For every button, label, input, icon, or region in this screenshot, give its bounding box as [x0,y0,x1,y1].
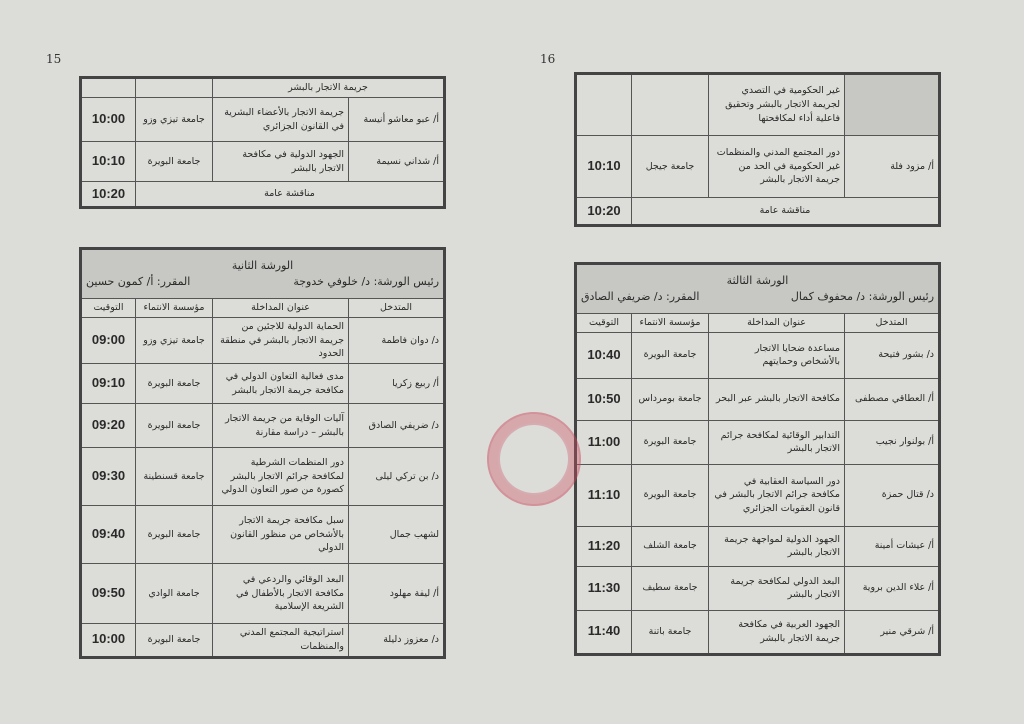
institution-cell: جامعة سطيف [632,566,709,610]
speaker-cell: أ/ ليفة مهلود [349,564,445,624]
speaker-cell: أ/ عبو معاشو أنيسة [349,98,445,142]
time-cell: 10:10 [576,136,632,198]
table-row [81,564,445,624]
time-cell: 10:00 [81,98,136,142]
table-row [576,420,940,464]
speaker-cell: د/ معزوز دليلة [349,624,445,658]
page-number-left: 15 [46,52,62,66]
talk-title-cell: الحماية الدولية للاجئين من جريمة الاتجار بالبشر في منطقة الحدود [213,317,349,363]
header-speaker: المتدخل [845,314,940,333]
speaker-cell: أ/ علاء الدين بروية [845,566,940,610]
workshop-rapporteur: المقرر: أ/ كمون حسين [86,275,191,288]
table-row [81,317,445,363]
workshop-2-table [79,247,443,659]
discussion-row [81,182,445,208]
page-number-right: 16 [540,52,556,66]
header-institution: مؤسسة الانتماء [136,299,213,318]
institution-cell: جامعة البويرة [632,332,709,378]
talk-title-cell: مساعدة ضحايا الاتجار بالأشخاص وحمايتهم [709,332,845,378]
table-row [576,526,940,566]
time-cell: 10:40 [576,332,632,378]
time-cell: 09:10 [81,364,136,404]
speaker-cell: أ/ شرقي منير [845,610,940,654]
talk-title-cell: مدى فعالية التعاون الدولي في مكافحة جريمة الاتجار بالبشر [213,364,349,404]
header-speaker: المتدخل [349,299,445,318]
institution-cell: جامعة الوادي [136,564,213,624]
talk-title-cell: جريمة الاتجار بالأعضاء البشرية في القانون الجزائري [213,98,349,142]
workshop-3-table [574,262,938,656]
speaker-cell: د/ دوان فاطمة [349,317,445,363]
talk-title-cell: دور المنظمات الشرطية لمكافحة جرائم الاتجار بالبشر كصورة من صور التعاون الدولي [213,448,349,506]
talk-title-cell: الجهود الدولية في مكافحة الاتجار بالبشر [213,142,349,182]
time-cell: 09:00 [81,317,136,363]
time-cell: 11:30 [576,566,632,610]
institution-cell: جامعة البويرة [136,506,213,564]
table-row [81,506,445,564]
table-row [576,610,940,654]
discussion-row [576,198,940,226]
talk-title-cell: دور المجتمع المدني والمنظمات غير الحكومية في الحد من جريمة الاتجار بالبشر [709,136,845,198]
time-cell: 10:50 [576,378,632,420]
time-cell: 11:10 [576,464,632,526]
institution-cell: جامعة قسنطينة [136,448,213,506]
talk-title-cell: استراتيجية المجتمع المدني والمنظمات [213,624,349,658]
talk-title-cell: آليات الوقاية من جريمة الاتجار بالبشر – دراسة مقارنة [213,404,349,448]
table-row [81,142,445,182]
institution-cell: جامعة باتنة [632,610,709,654]
talk-title-cell: التدابير الوقائية لمكافحة جرائم الاتجار بالبشر [709,420,845,464]
speaker-cell: أ/ ربيع زكريا [349,364,445,404]
workshop-title: الورشة الثانية [231,259,294,273]
workshop-header [81,249,445,299]
speaker-cell: أ/ مزود فلة [845,136,940,198]
speaker-cell: أ/ شداني نسيمة [349,142,445,182]
talk-title-cell: سبل مكافحة جريمة الاتجار بالأشخاص من منظور القانون الدولي [213,506,349,564]
talk-title-cell: غير الحكومية في التصدي لجريمة الاتجار بالبشر وتحقيق فاعلية أداء لمكافحتها [709,74,845,136]
speaker-cell: د/ قتال حمزة [845,464,940,526]
time-cell: 10:00 [81,624,136,658]
column-headers [576,314,940,333]
right-top-table [574,72,938,227]
empty-cell [136,78,213,98]
talk-title-cell: مكافحة الاتجار بالبشر عبر البحر [709,378,845,420]
institution-cell: جامعة تيزي وزو [136,98,213,142]
institution-cell: جامعة البويرة [136,364,213,404]
time-cell: 09:40 [81,506,136,564]
time-cell: 09:30 [81,448,136,506]
table-row [81,624,445,658]
institution-cell: جامعة بومرداس [632,378,709,420]
table-row [81,364,445,404]
time-cell: 09:20 [81,404,136,448]
header-title: عنوان المداخلة [213,299,349,318]
talk-title-cell: البعد الدولي لمكافحة جريمة الاتجار بالبشر [709,566,845,610]
table-row [576,378,940,420]
table-row [576,566,940,610]
time-cell [576,74,632,136]
workshop-chair: رئيس الورشة: د/ خلوفي خدوجة [293,275,440,288]
speaker-cell: د/ ضريفي الصادق [349,404,445,448]
time-cell: 09:50 [81,564,136,624]
header-time: التوقيت [576,314,632,333]
institution-cell: جامعة البويرة [136,624,213,658]
discussion-label: مناقشة عامة [136,182,445,208]
speaker-cell: أ/ عيشات أمينة [845,526,940,566]
left-top-table [79,76,443,209]
speaker-cell: د/ بن تركي ليلى [349,448,445,506]
table-row [81,448,445,506]
talk-title-cell: البعد الوقائي والردعي في مكافحة الاتجار بالأطفال في الشريعة الإسلامية [213,564,349,624]
table-row [576,332,940,378]
workshop-header [576,264,940,314]
column-headers [81,299,445,318]
header-time: التوقيت [81,299,136,318]
table-row [576,136,940,198]
institution-cell: جامعة البويرة [136,404,213,448]
talk-title-cell: الجهود العربية في مكافحة جريمة الاتجار بالبشر [709,610,845,654]
session-header: جريمة الاتجار بالبشر [213,78,445,98]
table-row [81,98,445,142]
speaker-cell: أ/ بولنوار نجيب [845,420,940,464]
institution-cell: جامعة البويرة [136,142,213,182]
time-cell: 10:20 [81,182,136,208]
time-cell: 11:00 [576,420,632,464]
speaker-cell: لشهب جمال [349,506,445,564]
talk-title-cell: الجهود الدولية لمواجهة جريمة الاتجار بالبشر [709,526,845,566]
discussion-label: مناقشة عامة [632,198,940,226]
time-cell: 10:20 [576,198,632,226]
header-institution: مؤسسة الانتماء [632,314,709,333]
workshop-rapporteur: المقرر: د/ ضريفي الصادق [581,290,700,303]
table-row [576,74,940,136]
table-row [576,464,940,526]
time-cell: 11:20 [576,526,632,566]
workshop-title: الورشة الثالثة [726,274,789,288]
institution-cell: جامعة الشلف [632,526,709,566]
institution-cell: جامعة جيجل [632,136,709,198]
speaker-cell: د/ بشور فتيحة [845,332,940,378]
time-cell: 10:10 [81,142,136,182]
speaker-cell [845,74,940,136]
institution-cell: جامعة البويرة [632,420,709,464]
institution-cell [632,74,709,136]
empty-cell [81,78,136,98]
header-title: عنوان المداخلة [709,314,845,333]
workshop-chair: رئيس الورشة: د/ محفوف كمال [790,290,935,303]
talk-title-cell: دور السياسة العقابية في مكافحة جرائم الاتجار بالبشر في قانون العقوبات الجزائري [709,464,845,526]
institution-cell: جامعة تيزي وزو [136,317,213,363]
time-cell: 11:40 [576,610,632,654]
institution-cell: جامعة البويرة [632,464,709,526]
speaker-cell: أ/ العطاقي مصطفى [845,378,940,420]
table-row [81,404,445,448]
